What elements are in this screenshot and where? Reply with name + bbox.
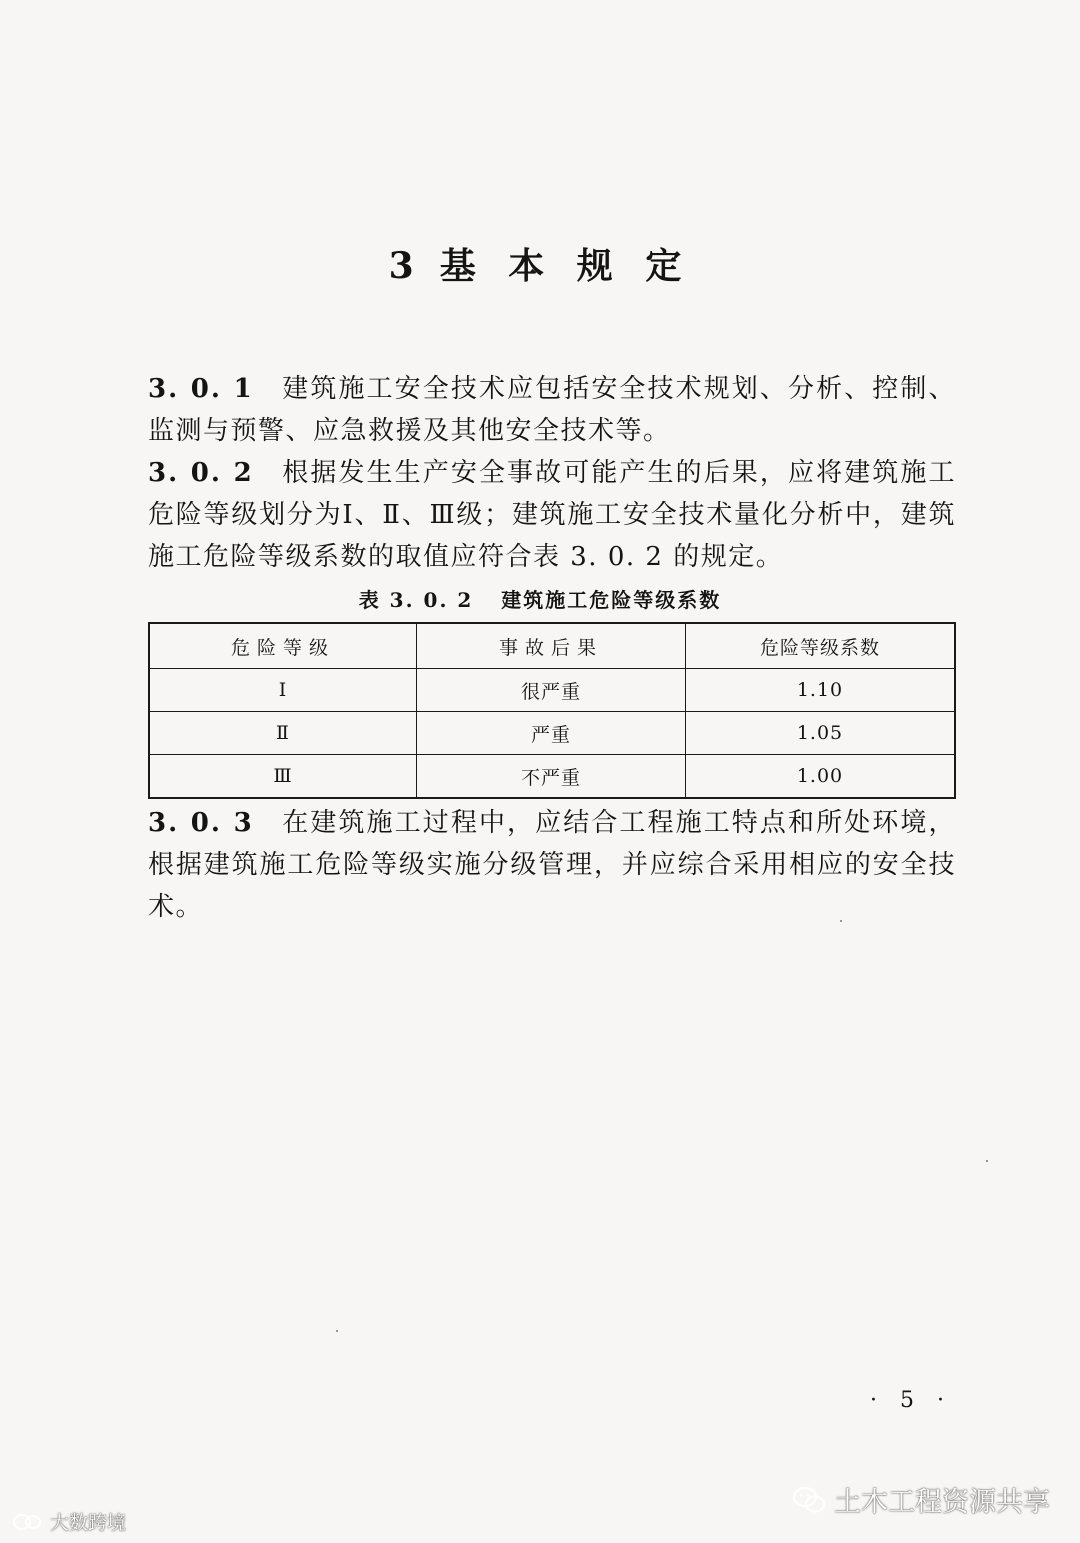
clause-3-0-1 xyxy=(148,368,956,452)
cell-consequence: 不严重 xyxy=(417,755,686,799)
chapter-title-text: 基 本 规 定 xyxy=(439,245,692,287)
chapter-number: 3 xyxy=(388,245,424,287)
clause-number: 3. 0. 3 xyxy=(148,808,254,838)
scan-speck xyxy=(336,1330,338,1332)
header-accident-consequence: 事故后果 xyxy=(417,623,686,669)
clause-number: 3. 0. 2 xyxy=(148,458,254,488)
table-caption-number: 表 3. 0. 2 xyxy=(358,588,474,612)
cell-coefficient: 1.05 xyxy=(686,712,956,755)
clause-3-0-3 xyxy=(148,802,956,928)
watermark-left xyxy=(12,1508,126,1535)
table-caption-title: 建筑施工危险等级系数 xyxy=(501,588,722,612)
scan-speck xyxy=(840,920,842,922)
chapter-title xyxy=(0,238,1080,289)
cell-grade: Ⅱ xyxy=(149,712,417,755)
cell-coefficient: 1.10 xyxy=(686,669,956,712)
cell-consequence: 很严重 xyxy=(417,669,686,712)
clause-text: 建筑施工安全技术应包括安全技术规划、分析、控制、监测与预警、应急救援及其他安全技术等。 xyxy=(148,374,956,446)
table-row xyxy=(149,755,955,799)
cell-coefficient: 1.00 xyxy=(686,755,956,799)
clause-text: 根据发生生产安全事故可能产生的后果，应将建筑施工危险等级划分为Ⅰ、Ⅱ、Ⅲ级；建筑施工安全技术量化分析中，建筑施工危险等级系数的取值应符合表 3. 0. 2 的规定。 xyxy=(148,458,956,572)
hazard-grade-table xyxy=(148,622,956,799)
cell-grade: Ⅰ xyxy=(149,669,417,712)
scan-speck xyxy=(986,1160,988,1162)
clause-text: 在建筑施工过程中，应结合工程施工特点和所处环境，根据建筑施工危险等级实施分级管理，并应综合采用相应的安全技术。 xyxy=(148,808,956,922)
table-row xyxy=(149,712,955,755)
header-grade-coefficient: 危险等级系数 xyxy=(686,623,956,669)
cell-grade: Ⅲ xyxy=(149,755,417,799)
watermark-left-text: 大数跨境 xyxy=(50,1512,127,1534)
table-row xyxy=(149,669,955,712)
brand-logo-icon xyxy=(12,1511,42,1533)
table-caption xyxy=(0,584,1080,613)
table-header-row xyxy=(149,623,955,669)
watermark-right xyxy=(792,1480,1050,1519)
watermark-right-text: 土木工程资源共享 xyxy=(834,1487,1050,1518)
cell-consequence: 严重 xyxy=(417,712,686,755)
clause-3-0-2 xyxy=(148,452,956,578)
page-number: · 5 · xyxy=(870,1388,952,1413)
clause-number: 3. 0. 1 xyxy=(148,374,254,404)
wechat-icon xyxy=(792,1485,826,1515)
header-hazard-grade: 危险等级 xyxy=(149,623,417,669)
